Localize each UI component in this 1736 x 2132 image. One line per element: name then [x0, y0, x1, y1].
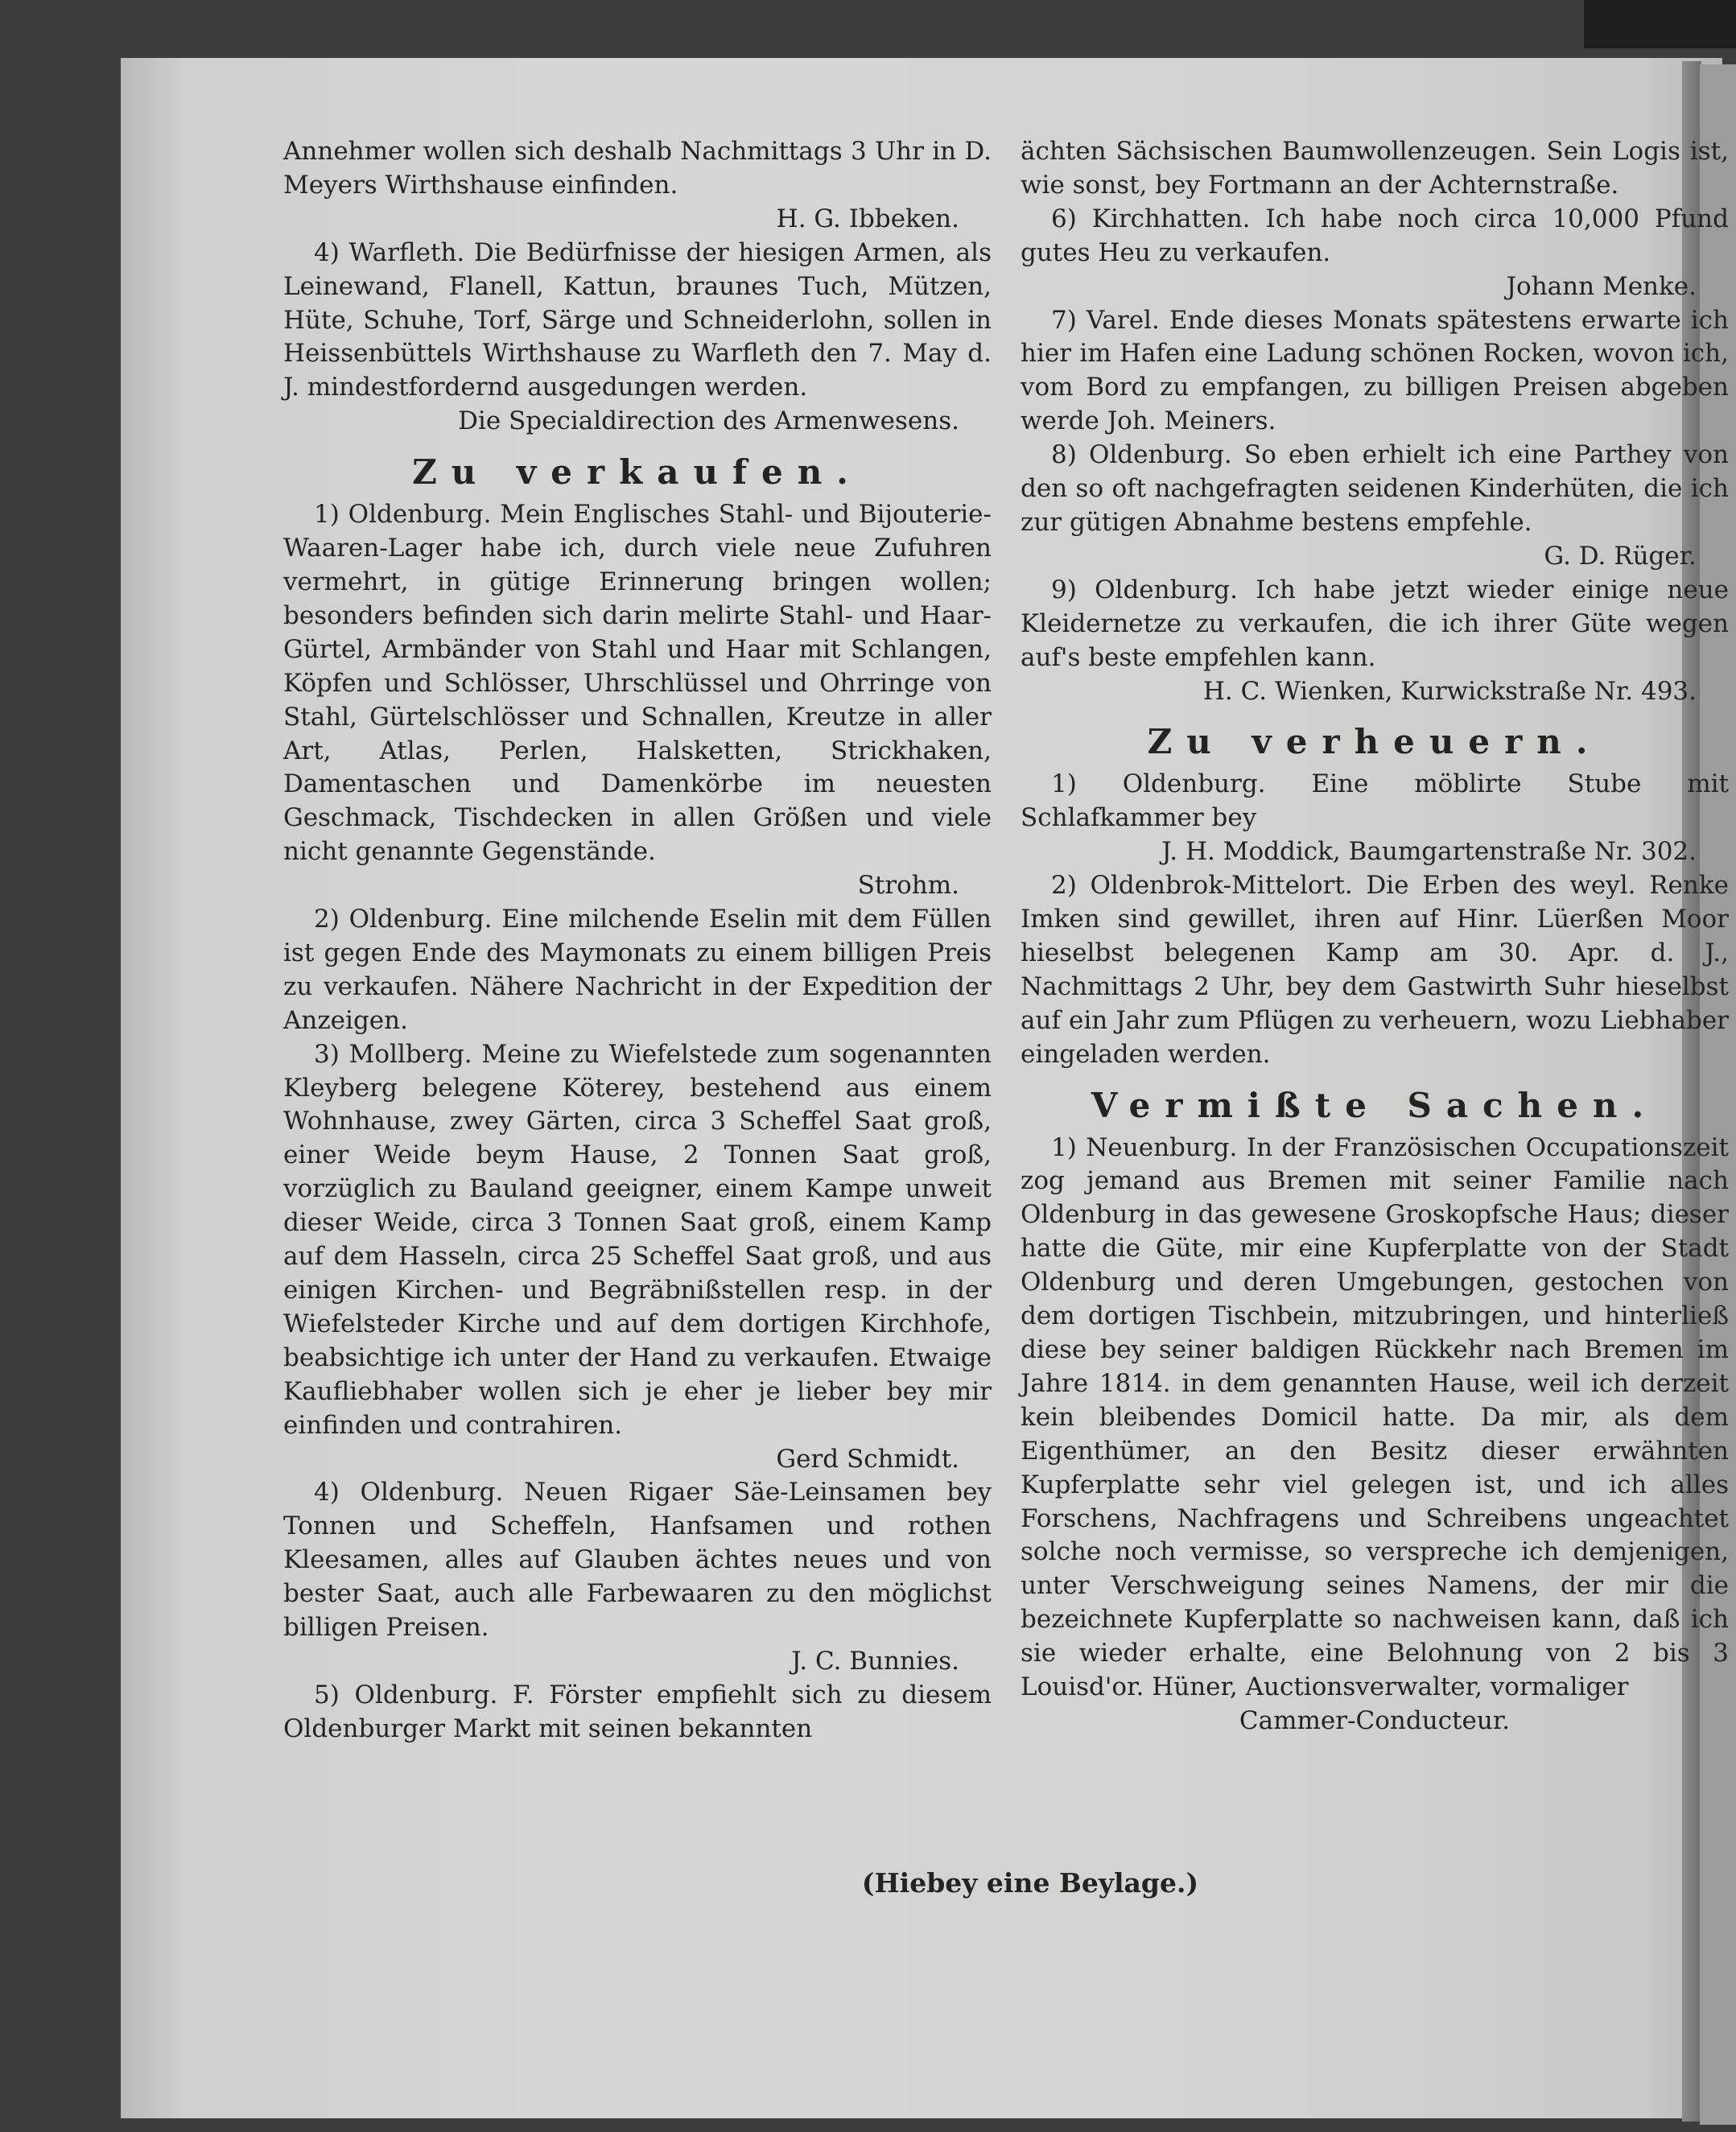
advertisement-entry: 2) Oldenbrok-Mittelort. Die Erben des weyl. Renke Imken sind gewillet, ihren auf Hinr. Lüerßen Moor hieselbst belegenen Kamp am 30. Apr. d. J., Nachmittags 2 Uhr, bey dem Gastwirth Suhr hieselbst auf ein Jahr zum Pflügen zu verheuern, wozu Liebhaber eingeladen werden. — [1021, 871, 1729, 1069]
signature: Johann Menke. — [1506, 271, 1697, 301]
signature: G. D. Rüger. — [1544, 541, 1697, 571]
advertisement-entry: 7) Varel. Ende dieses Monats spätestens erwarte ich hier im Hafen eine Ladung schönen Rocken, wovon ich, vom Bord zu empfangen, zu billigen Preisen abgeben werde Joh. Meiners. — [1021, 305, 1729, 436]
section-heading: Vermißte Sachen. — [1091, 1085, 1659, 1125]
scan-background-strip — [1584, 0, 1736, 48]
advertisement-entry: 5) Oldenburg. F. Förster empfiehlt sich zu diesem Oldenburger Markt mit seinen bekannten — [283, 1680, 992, 1743]
advertisement-entry: 1) Oldenburg. Mein Englisches Stahl- und Bijouterie-Waaren-Lager habe ich, durch viele neue Zufuhren vermehrt, in gütige Erinnerung bringen wollen; besonders befinden sich darin melirte Stahl- und Haar-Gürtel, Armbänder von Stahl und Haar mit Schlangen, Köpfen und Schlösser, Uhrschlüssel und Ohrringe von Stahl, Gürtelschlösser und Schnallen, Kreutze in aller Art, Atlas, Perlen, Halsketten, Strickhaken, Damentaschen und Damenkörbe im neuesten Geschmack, Tischdecken in allen Größen und viele nicht genannte Gegenstände. — [283, 500, 992, 867]
signature: Gerd Schmidt. — [776, 1444, 959, 1474]
advertisement-entry: 4) Warfleth. Die Bedürfnisse der hiesigen Armen, als Leinewand, Flanell, Kattun, braunes Tuch, Mützen, Hüte, Schuhe, Torf, Särge und Schneiderlohn, sollen in Heissenbüttels Wirthshause zu Warfleth den 7. May d. J. mindestfordernd ausgedungen werden. — [283, 237, 992, 402]
left-column — [283, 135, 992, 1746]
right-column — [1021, 135, 1729, 1738]
advertisement-entry: 6) Kirchhatten. Ich habe noch circa 10,000 Pfund gutes Heu zu verkaufen. — [1021, 204, 1729, 267]
section-heading: Zu verheuern. — [1147, 722, 1602, 762]
signature: H. C. Wienken, Kurwickstraße Nr. 493. — [1202, 676, 1697, 706]
advertisement-entry: 4) Oldenburg. Neuen Rigaer Säe-Leinsamen bey Tonnen und Scheffeln, Hanfsamen und rothen Kleesamen, alles auf Glauben ächtes neues und von bester Saat, auch alle Farbewaaren zu den möglichst billigen Preisen. — [283, 1478, 992, 1643]
signature: J. H. Moddick, Baumgartenstraße Nr. 302. — [1161, 837, 1697, 867]
advertisement-entry: 1) Neuenburg. In der Französischen Occupationszeit zog jemand aus Bremen mit seiner Familie nach Oldenburg in das gewesene Groskopfsche Haus; dieser hatte die Güte, mir eine Kupferplatte von der Stadt Oldenburg und deren Umgebungen, gestochen von dem dortigen Tischbein, mitzubringen, und hinterließ diese bey seiner baldigen Rückkehr nach Bremen im Jahre 1814. in dem genannten Hause, weil ich derzeit kein bleibendes Domicil hatte. Da mir, als dem Eigenthümer, an den Besitz dieser erwähnten Kupferplatte sehr viel gelegen ist, und ich alles Forschens, Nachfragens und Schreibens ungeachtet solche noch vermisse, so verspreche ich demjenigen, unter Verschweigung seines Namens, der mir die bezeichnete Kupferplatte so nachweisen kann, daß ich sie wieder erhalte, eine Belohnung von 2 bis 3 Louisd'or. Hüner, Auctionsverwalter, vormaliger — [1021, 1132, 1729, 1702]
section-heading: Zu verkaufen. — [412, 452, 863, 493]
advertisement-entry: 9) Oldenburg. Ich habe jetzt wieder einige neue Kleidernetze zu verkaufen, die ich ihrer Güte wegen auf's beste empfehlen kann. — [1021, 575, 1729, 672]
advertisement-entry: 1) Oldenburg. Eine möblirte Stube mit Schlafkammer bey — [1021, 769, 1729, 833]
signature: Die Specialdirection des Armenwesens. — [458, 406, 959, 436]
continued-text: ächten Sächsischen Baumwollenzeugen. Sein Logis ist, wie sonst, bey Fortmann an der Achternstraße. — [1021, 137, 1729, 200]
supplement-note: (Hiebey eine Beylage.) — [861, 1867, 1199, 1899]
signature: J. C. Bunnies. — [791, 1646, 959, 1676]
advertisement-entry: 3) Mollberg. Meine zu Wiefelstede zum sogenannten Kleyberg belegene Köterey, bestehend aus einem Wohnhause, zwey Gärten, circa 3 Scheffel Saat groß, einer Weide beym Hause, 2 Tonnen Saat groß, vorzüglich zu Bauland geeigner, einem Kampe unweit dieser Weide, circa 3 Tonnen Saat groß, einem Kamp auf dem Hasseln, circa 25 Scheffel Saat groß, und aus einigen Kirchen- und Begräbnißstellen resp. in der Wiefelsteder Kirche und auf dem dortigen Kirchhofe, beabsichtige ich unter der Hand zu verkaufen. Etwaige Kaufliebhaber wollen sich je eher je lieber bey mir einfinden und contrahiren. — [283, 1039, 992, 1440]
advertisement-entry: 8) Oldenburg. So eben erhielt ich eine Parthey von den so oft nachgefragten seidenen Kinderhüten, die ich zur gütigen Abnahme bestens empfehle. — [1021, 440, 1729, 537]
signature: H. G. Ibbeken. — [776, 204, 959, 233]
signature: Cammer-Conducteur. — [1239, 1705, 1511, 1735]
continued-text: Annehmer wollen sich deshalb Nachmittags 3 Uhr in D. Meyers Wirthshause einfinden. — [283, 137, 992, 200]
signature: Strohm. — [857, 871, 959, 901]
advertisement-entry: 2) Oldenburg. Eine milchende Eselin mit dem Füllen ist gegen Ende des Maymonats zu einem billigen Preis zu verkaufen. Nähere Nachricht in der Expedition der Anzeigen. — [283, 905, 992, 1035]
